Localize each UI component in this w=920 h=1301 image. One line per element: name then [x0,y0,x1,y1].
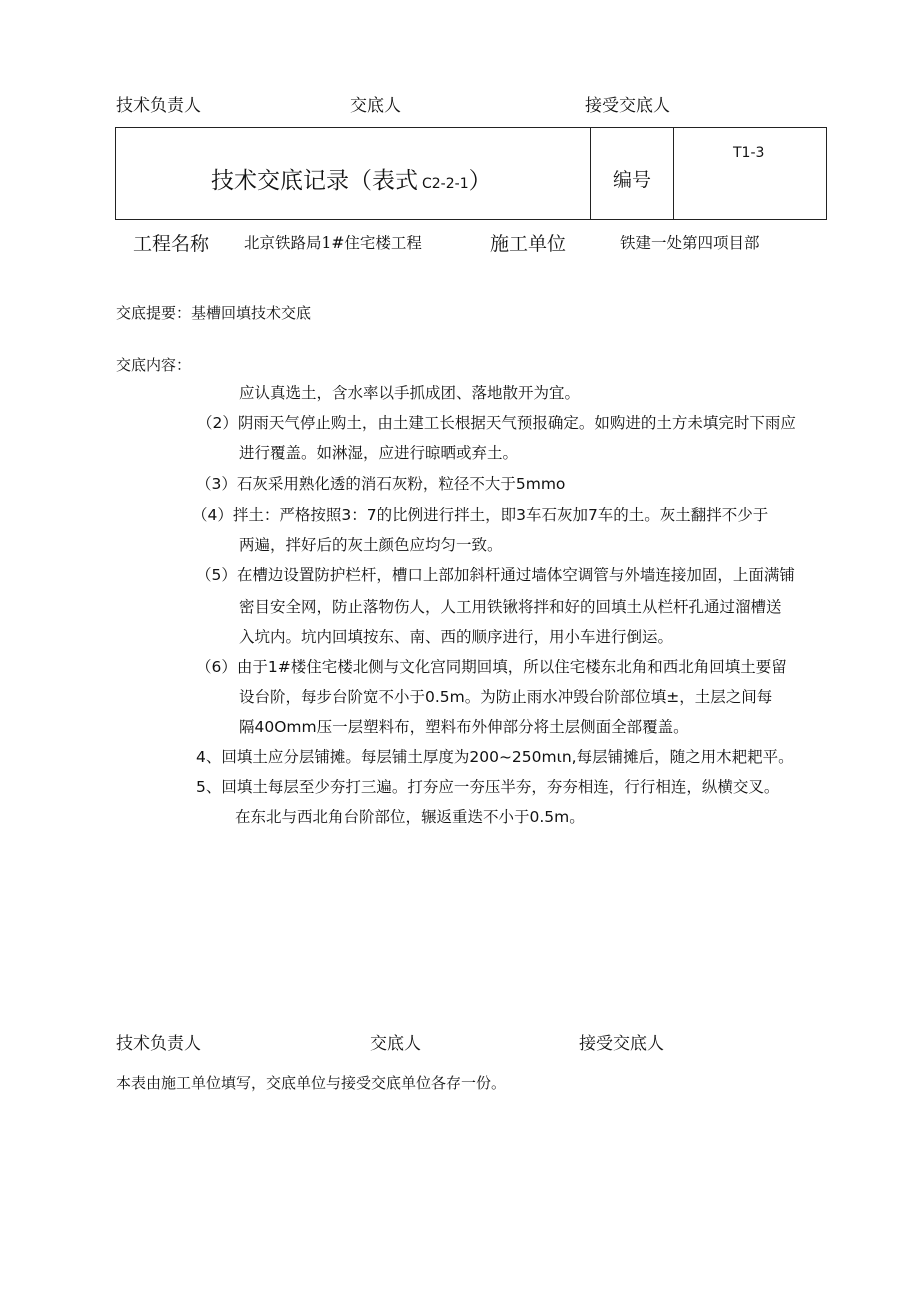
content-line: 密目安全网，防止落物伤人，人工用铁锹将拌和好的回填土从栏杆孔通过溜槽送 [239,598,782,616]
content-line: 5、回填土每层至少夯打三遍。打夯应一夯压半夯，夯夯相连，行行相连，纵横交叉。 [196,778,780,796]
number-value: T1-3 [733,145,765,161]
footer-note: 本表由施工单位填写，交底单位与接受交底单位各存一份。 [116,1074,507,1092]
content-line: （6）由于1#楼住宅楼北侧与文化宫同期回填，所以住宅楼东北角和西北角回填土要留 [196,658,787,676]
bottom-presenter-label: 交底人 [370,1034,421,1054]
form-title-main: 技术交底记录（表式 [211,168,418,194]
bottom-tech-lead-label: 技术负责人 [116,1034,201,1054]
construction-unit-value: 铁建一处第四项目部 [620,234,760,252]
content-line: （5）在槽边设置防护栏杆，槽口上部加斜杆通过墙体空调管与外墙连接加固，上面满铺 [196,566,795,584]
form-title-close: ） [468,168,492,194]
header-table [115,127,827,220]
header-divider-2 [673,128,674,219]
summary-value: 基槽回填技术交底 [191,304,312,322]
form-title [211,162,492,195]
top-receiver-label: 接受交底人 [585,96,670,116]
bottom-receiver-label: 接受交底人 [579,1034,664,1054]
content-line: （4）拌土：严格按照3：7的比例进行拌土，即3车石灰加7车的土。灰土翻拌不少于 [192,506,769,524]
content-line: （3）石灰采用熟化透的消石灰粉，粒径不大于5mmo [196,475,566,493]
form-title-code: C2-2-1 [422,176,469,192]
content-line: 设台阶，每步台阶宽不小于0.5m。为防止雨水冲毁台阶部位填±，土层之间每 [239,688,773,706]
project-name-value: 北京铁路局1#住宅楼工程 [244,234,422,252]
content-line: 两遍，拌好后的灰土颜色应均匀一致。 [239,536,503,554]
content-line: 隔40Omm压一层塑料布，塑料布外伸部分将土层侧面全部覆盖。 [239,718,689,736]
content-line: 进行覆盖。如淋湿，应进行晾晒或弃土。 [239,444,519,462]
content-label: 交底内容： [116,356,192,374]
top-tech-lead-label: 技术负责人 [116,96,201,116]
header-divider-1 [590,128,591,219]
content-line: 入坑内。坑内回填按东、南、西的顺序进行，用小车进行倒运。 [239,628,674,646]
top-presenter-label: 交底人 [350,96,401,116]
content-line: 应认真选土，含水率以手抓成团、落地散开为宜。 [239,384,581,402]
content-line: 在东北与西北角台阶部位，辗返重迭不小于0.5m。 [235,808,585,826]
summary-line [116,302,311,323]
construction-unit-label: 施工单位 [490,233,567,255]
project-name-label: 工程名称 [133,233,210,255]
summary-label: 交底提要： [116,304,192,322]
number-label: 编号 [613,169,652,191]
content-line: （2）阴雨天气停止购土，由土建工长根据天气预报确定。如购进的土方未填完时下雨应 [197,414,796,432]
content-line: 4、回填土应分层铺摊。每层铺土厚度为200~250mιn,每层铺摊后，随之用木耙耙平。 [196,748,794,766]
